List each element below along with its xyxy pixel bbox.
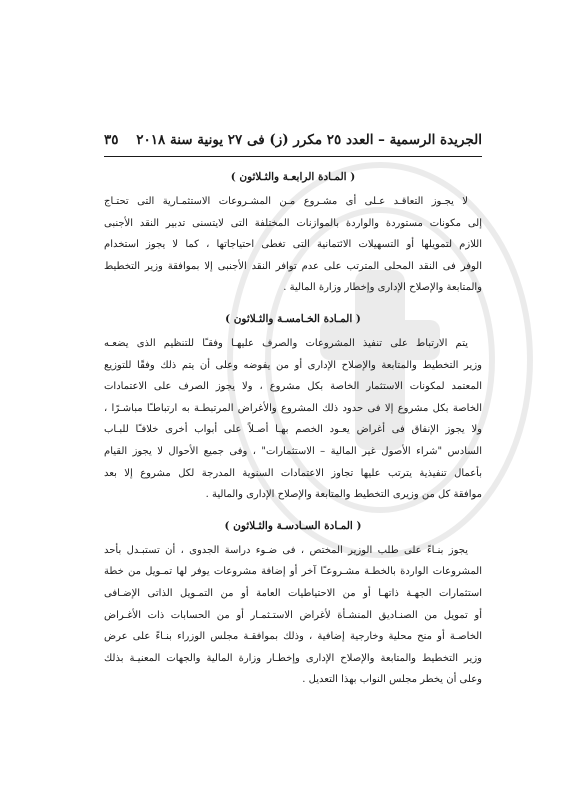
page-number: ٣٥ (104, 132, 119, 148)
text-line: السادس "شراء الأصول غير المالية – الاستثمارات" ، وفى جميع الأحوال لا يجوز القيام (104, 445, 482, 457)
text-line: استثمارات الجهـة ذاتهـا أو من الاحتياطيات العامة أو من التمـويل الذاتى الإضـافى (104, 587, 482, 599)
text-line: ولا يجوز الإنفاق فى أغراض يعـود الخصم بهـا أصـلاً على أبواب أخرى خلافـًا للبـاب (104, 424, 482, 436)
text-line: لا يجـوز التعاقـد عـلى أى مشـروع مـن المشـروعات الاستثمـارية التى تحتـاج (104, 196, 468, 207)
text-line: الوفر فى النقد المحلى المترتب على عدم توافر النقد الأجنبى إلا بموافقة وزير التخطيط (104, 260, 482, 272)
article-36-title: ( المـادة السـادسـة والثـلاثون ) (224, 519, 362, 532)
text-line: يجوز بنـاءً على طلب الوزير المختص ، فى ضـوء دراسة الجدوى ، أن تستبـدل بأحد (104, 544, 468, 556)
text-line: المشروعات الواردة بالخطـة مشـروعـًا آخر أو إضافة مشروعات يوفر لها تمـويل من خطة (104, 566, 482, 578)
text-line: وعلى أن يخطر مجلس النواب بهذا التعديل . (302, 674, 482, 686)
running-header (104, 128, 482, 152)
header-rule (104, 156, 482, 157)
gazette-page (104, 128, 482, 748)
article-35-body (104, 333, 482, 506)
article-35-title: ( المـادة الخـامسـة والثـلاثون ) (225, 312, 361, 325)
text-line: أو تمويل من الصنـاديق المنشـأة لأغراض الاستـثمـار أو من الحسابات ذات الأغـراض (104, 609, 482, 621)
text-line: الخاصة بكل مشروع إلا فى حدود ذلك المشروع والأغراض المرتبطـة به ارتباطـًا مباشـرًا ، (104, 402, 482, 414)
text-line: والمتابعة والإصلاح الإدارى وإخطار وزارة المالية . (283, 282, 482, 294)
article-36-body (104, 540, 482, 691)
text-line: اللازم لتمويلها أو التسهيلات الائتمانية التى تغطى احتياجاتها ، كما لا يجوز استخدام (104, 239, 482, 251)
article-34-body (104, 191, 482, 299)
publication-line: الجريدة الرسمية – العدد ٢٥ مكرر (ز) فى ٢٧ يونية سنة ٢٠١٨ (136, 132, 482, 148)
article-34-title: ( المـادة الرابعـة والثـلاثون ) (230, 171, 356, 183)
text-line: يتم الارتباط على تنفيذ المشروعات والصرف عليهـا وفقـًا للتنظيم الذى يضعـه (104, 337, 468, 349)
text-line: إلى مكونات مستوردة والواردة بالموازنات المختلفة التى لايتسنى تدبير النقد الأجنبى (104, 217, 482, 229)
text-line: موافقة كل من وزيرى التخطيط والمتابعة والإصلاح الإدارى والمالية . (205, 489, 482, 501)
text-line: وزير التخطيط والمتابعة والإصلاح الإدارى وإخطـار وزارة المالية والجهات المعنيـة بذلك (104, 652, 482, 664)
text-line: الخاصـة أو منح محلية وخارجية إضافية ، وذلك بموافقـة مجلس الوزراء بنـاءً على عرض (104, 631, 482, 643)
text-line: المعتمد لمكونات الاستثمار الخاصة بكل مشروع ، ولا يجوز الصرف على الاعتمادات (104, 381, 482, 393)
text-line: بأعمال تنفيذية يترتب عليها تجاوز الاعتمادات السنوية المدرجة لكل مشروع إلا بعد (104, 467, 482, 479)
text-line: وزير التخطيط والمتابعة والإصلاح الإدارى أو من يفوضه وعلى أن يتم ذلك وفقًا للتوزيع (104, 359, 482, 371)
